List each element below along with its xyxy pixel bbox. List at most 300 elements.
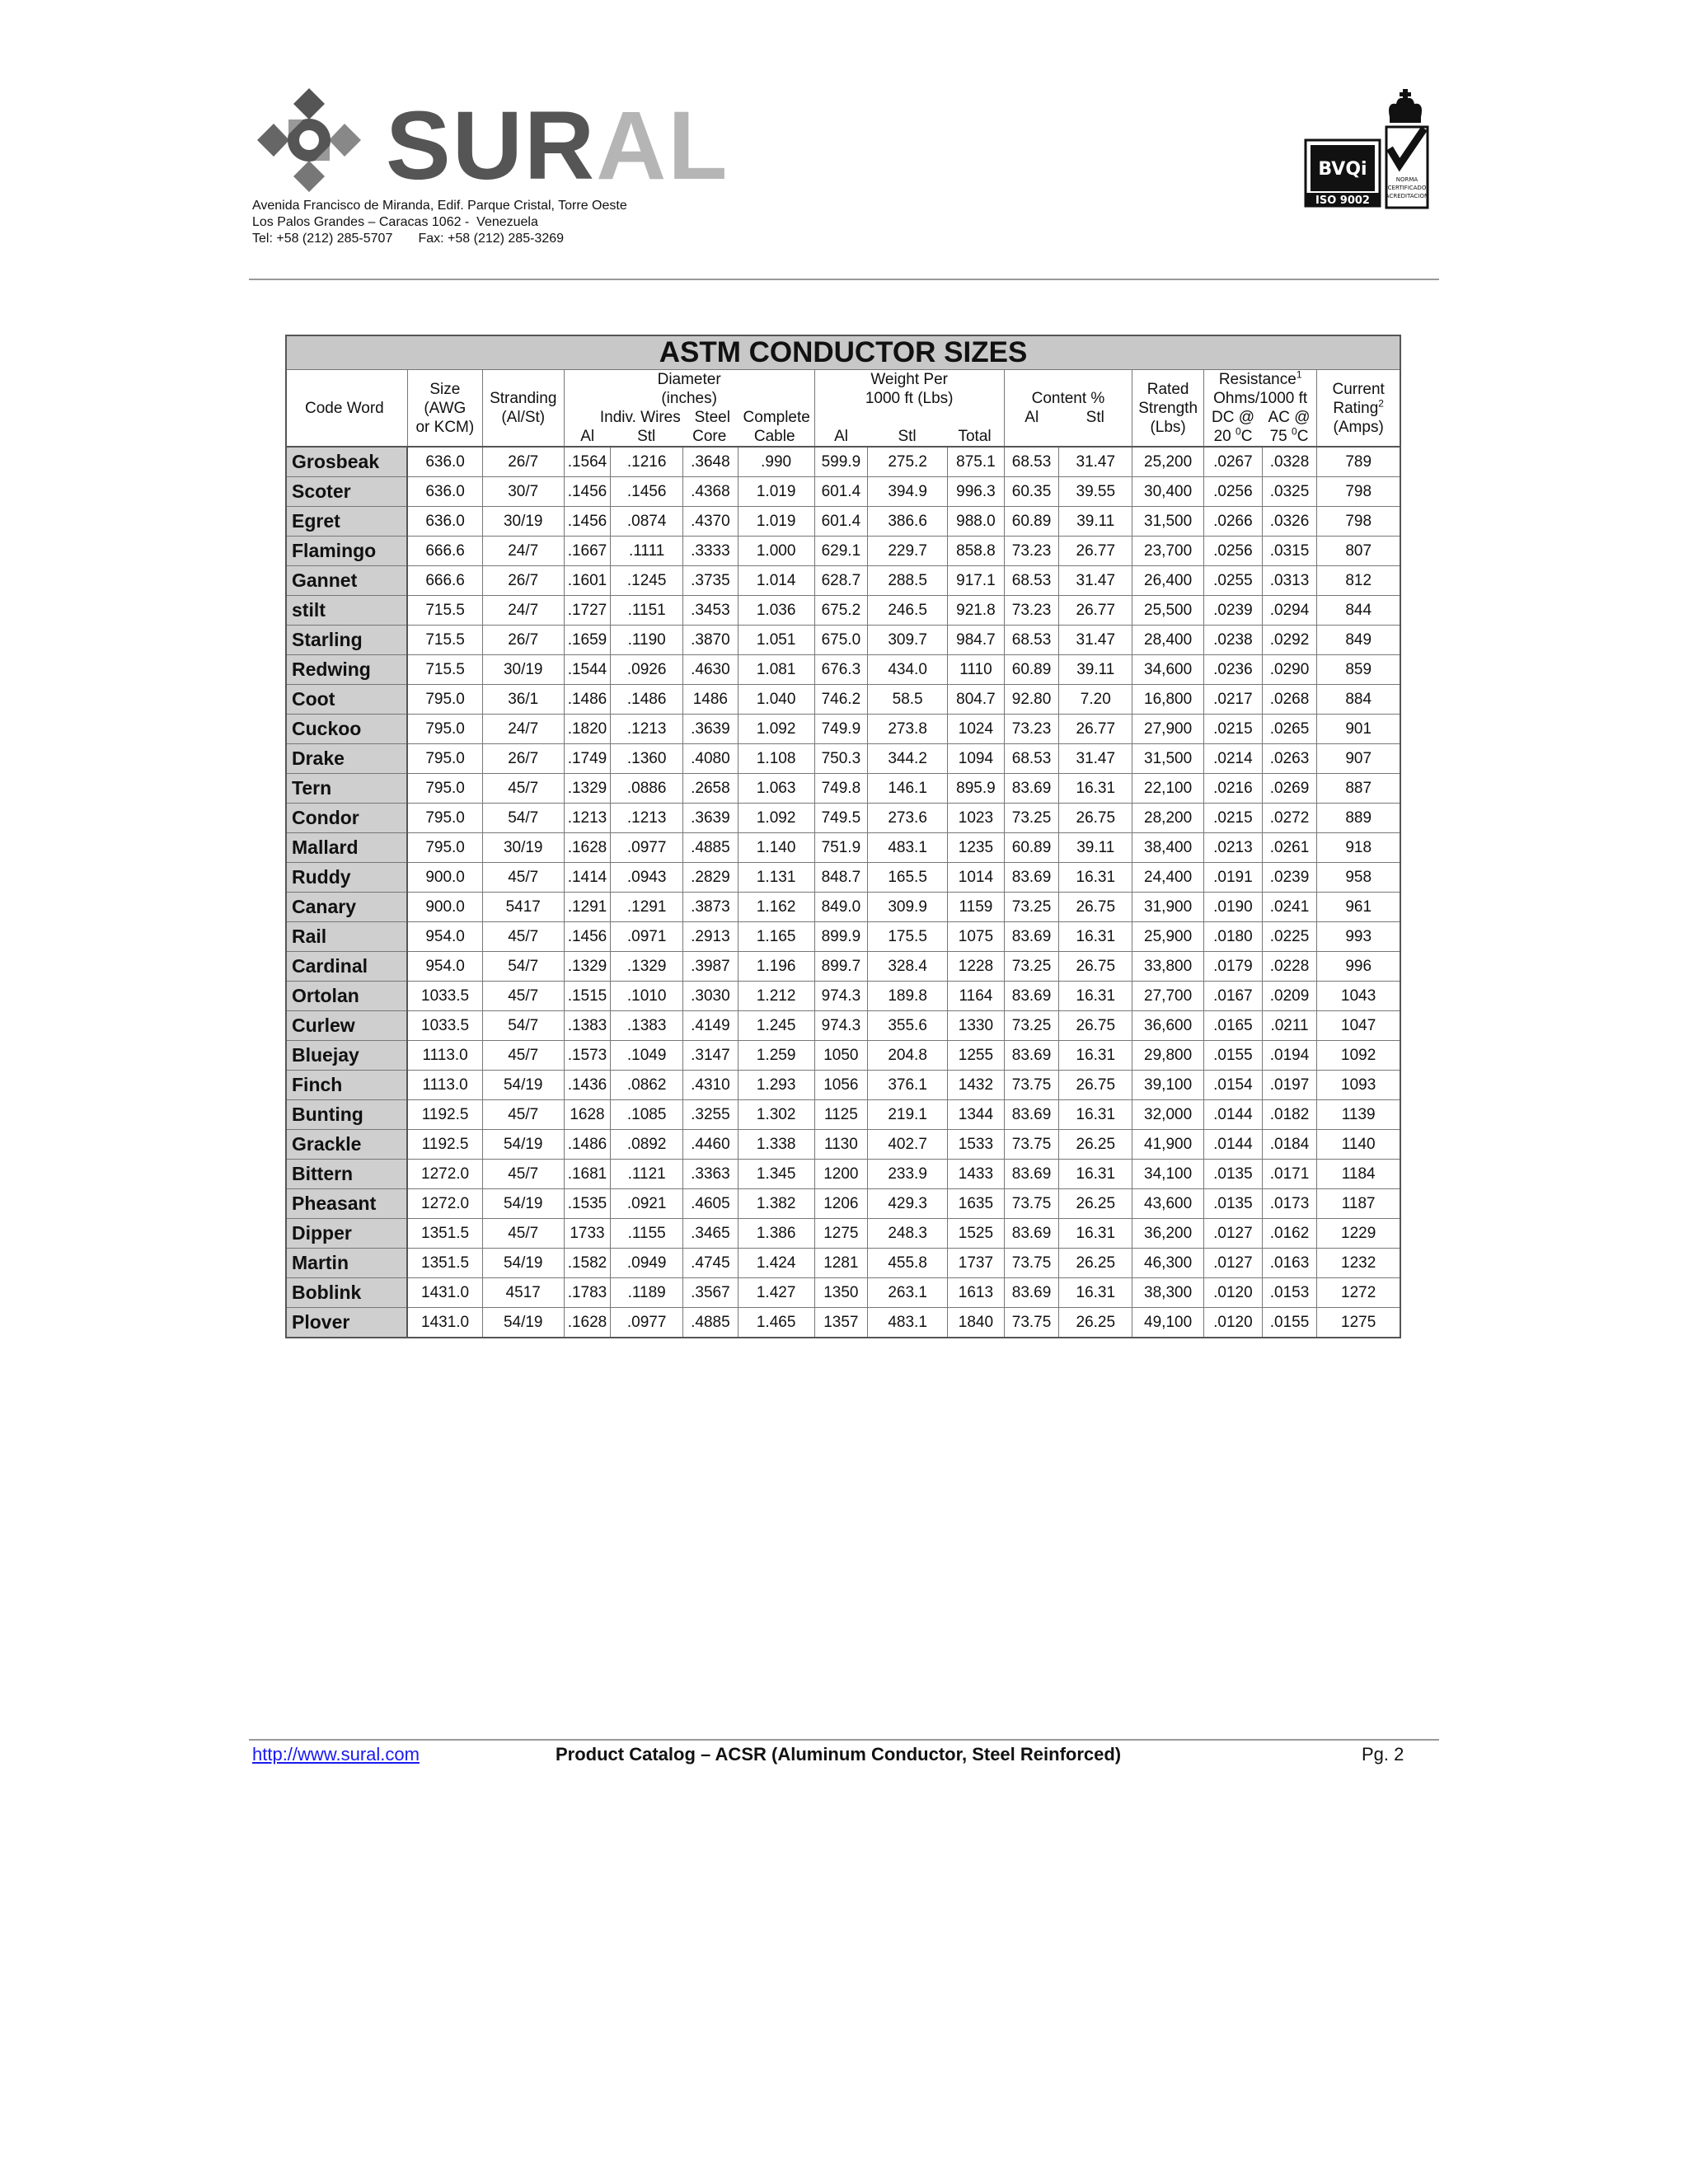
table-cell: .4630 bbox=[683, 655, 738, 685]
table-cell: .1190 bbox=[611, 626, 683, 655]
table-cell: 795.0 bbox=[407, 804, 482, 833]
table-cell: .4080 bbox=[683, 744, 738, 774]
code-word-cell: Dipper bbox=[286, 1219, 407, 1249]
table-cell: 73.23 bbox=[1004, 537, 1059, 566]
table-cell: 666.6 bbox=[407, 566, 482, 596]
table-cell: 26.25 bbox=[1059, 1308, 1132, 1338]
table-cell: 715.5 bbox=[407, 655, 482, 685]
code-word-cell: Grackle bbox=[286, 1130, 407, 1160]
table-cell: .0213 bbox=[1204, 833, 1263, 863]
table-cell: .3147 bbox=[683, 1041, 738, 1071]
table-cell: .1573 bbox=[564, 1041, 611, 1071]
table-cell: 83.69 bbox=[1004, 863, 1059, 893]
table-cell: .0135 bbox=[1204, 1160, 1263, 1189]
table-cell: .0127 bbox=[1204, 1219, 1263, 1249]
svg-text:ISO 9002: ISO 9002 bbox=[1315, 194, 1370, 207]
table-cell: .3873 bbox=[683, 893, 738, 922]
table-cell: 1.081 bbox=[738, 655, 814, 685]
table-cell: 45/7 bbox=[482, 774, 564, 804]
table-cell: 1164 bbox=[948, 982, 1005, 1011]
table-cell: .0165 bbox=[1204, 1011, 1263, 1041]
table-cell: 25,900 bbox=[1132, 922, 1204, 952]
table-cell: .1564 bbox=[564, 447, 611, 477]
table-cell: 28,200 bbox=[1132, 804, 1204, 833]
table-cell: 1433 bbox=[948, 1160, 1005, 1189]
code-word-cell: Canary bbox=[286, 893, 407, 922]
code-word-cell: Curlew bbox=[286, 1011, 407, 1041]
table-cell: 32,000 bbox=[1132, 1100, 1204, 1130]
table-cell: 804.7 bbox=[948, 685, 1005, 715]
table-cell: .2829 bbox=[683, 863, 738, 893]
table-cell: .0182 bbox=[1262, 1100, 1317, 1130]
table-cell: .1659 bbox=[564, 626, 611, 655]
code-word-cell: Condor bbox=[286, 804, 407, 833]
table-cell: 455.8 bbox=[868, 1249, 948, 1278]
table-cell: .1213 bbox=[564, 804, 611, 833]
table-cell: 54/19 bbox=[482, 1189, 564, 1219]
table-cell: 1.063 bbox=[738, 774, 814, 804]
table-cell: .0144 bbox=[1204, 1100, 1263, 1130]
table-cell: .0256 bbox=[1204, 477, 1263, 507]
table-cell: 1357 bbox=[814, 1308, 868, 1338]
table-cell: 889 bbox=[1317, 804, 1400, 833]
table-cell: 68.53 bbox=[1004, 626, 1059, 655]
table-cell: .0225 bbox=[1262, 922, 1317, 952]
table-cell: 219.1 bbox=[868, 1100, 948, 1130]
header-stranding: Stranding (Al/St) bbox=[482, 370, 564, 448]
table-cell: 1.092 bbox=[738, 715, 814, 744]
table-cell: .0163 bbox=[1262, 1249, 1317, 1278]
table-cell: 1275 bbox=[814, 1219, 868, 1249]
table-cell: 288.5 bbox=[868, 566, 948, 596]
table-cell: 26.75 bbox=[1059, 1071, 1132, 1100]
code-word-cell: Cuckoo bbox=[286, 715, 407, 744]
table-cell: 483.1 bbox=[868, 833, 948, 863]
table-cell: 675.2 bbox=[814, 596, 868, 626]
table-cell: .0874 bbox=[611, 507, 683, 537]
table-cell: 58.5 bbox=[868, 685, 948, 715]
table-row bbox=[286, 922, 1400, 952]
table-cell: 746.2 bbox=[814, 685, 868, 715]
table-cell: 988.0 bbox=[948, 507, 1005, 537]
table-cell: .4370 bbox=[683, 507, 738, 537]
table-cell: 1.140 bbox=[738, 833, 814, 863]
website-link[interactable]: http://www.sural.com bbox=[252, 1744, 420, 1765]
table-cell: 7.20 bbox=[1059, 685, 1132, 715]
table-row bbox=[286, 1219, 1400, 1249]
table-cell: 26.75 bbox=[1059, 893, 1132, 922]
table-cell: .0862 bbox=[611, 1071, 683, 1100]
table-cell: .1383 bbox=[611, 1011, 683, 1041]
table-cell: 1.245 bbox=[738, 1011, 814, 1041]
table-cell: 1056 bbox=[814, 1071, 868, 1100]
table-cell: 26.75 bbox=[1059, 804, 1132, 833]
table-cell: .0926 bbox=[611, 655, 683, 685]
table-cell: 666.6 bbox=[407, 537, 482, 566]
header-rated-strength: Rated Strength (Lbs) bbox=[1132, 370, 1204, 448]
table-cell: 1431.0 bbox=[407, 1308, 482, 1338]
table-cell: 45/7 bbox=[482, 1100, 564, 1130]
table-cell: 1050 bbox=[814, 1041, 868, 1071]
table-cell: 45/7 bbox=[482, 1160, 564, 1189]
table-cell: 38,300 bbox=[1132, 1278, 1204, 1308]
svg-text:NORMA: NORMA bbox=[1395, 176, 1418, 183]
table-cell: 1.386 bbox=[738, 1219, 814, 1249]
table-cell: 1.040 bbox=[738, 685, 814, 715]
table-cell: .0292 bbox=[1262, 626, 1317, 655]
code-word-cell: Egret bbox=[286, 507, 407, 537]
table-cell: .0241 bbox=[1262, 893, 1317, 922]
table-cell: .0173 bbox=[1262, 1189, 1317, 1219]
code-word-cell: Boblink bbox=[286, 1278, 407, 1308]
table-cell: 1140 bbox=[1317, 1130, 1400, 1160]
code-word-cell: Ortolan bbox=[286, 982, 407, 1011]
table-cell: 83.69 bbox=[1004, 1041, 1059, 1071]
table-cell: 900.0 bbox=[407, 893, 482, 922]
table-cell: 1.302 bbox=[738, 1100, 814, 1130]
code-word-cell: Coot bbox=[286, 685, 407, 715]
table-cell: .0328 bbox=[1262, 447, 1317, 477]
table-cell: .0261 bbox=[1262, 833, 1317, 863]
table-cell: 39.55 bbox=[1059, 477, 1132, 507]
table-cell: 795.0 bbox=[407, 715, 482, 744]
table-cell: .1414 bbox=[564, 863, 611, 893]
table-cell: 918 bbox=[1317, 833, 1400, 863]
table-cell: .990 bbox=[738, 447, 814, 477]
table-cell: 83.69 bbox=[1004, 1219, 1059, 1249]
table-cell: 26.75 bbox=[1059, 952, 1132, 982]
table-cell: 54/19 bbox=[482, 1308, 564, 1338]
table-cell: 26.75 bbox=[1059, 1011, 1132, 1041]
page-number: Pg. 2 bbox=[1362, 1744, 1404, 1765]
table-cell: .0977 bbox=[611, 1308, 683, 1338]
table-cell: 233.9 bbox=[868, 1160, 948, 1189]
table-cell: .4310 bbox=[683, 1071, 738, 1100]
table-cell: .1667 bbox=[564, 537, 611, 566]
table-cell: 921.8 bbox=[948, 596, 1005, 626]
table-cell: 273.6 bbox=[868, 804, 948, 833]
table-row bbox=[286, 804, 1400, 833]
table-cell: 31,500 bbox=[1132, 744, 1204, 774]
table-cell: 25,500 bbox=[1132, 596, 1204, 626]
code-word-cell: Mallard bbox=[286, 833, 407, 863]
table-cell: .1601 bbox=[564, 566, 611, 596]
table-cell: .1544 bbox=[564, 655, 611, 685]
table-cell: .0167 bbox=[1204, 982, 1263, 1011]
table-cell: 24,400 bbox=[1132, 863, 1204, 893]
table-cell: 30/19 bbox=[482, 833, 564, 863]
table-cell: 1275 bbox=[1317, 1308, 1400, 1338]
table-cell: .0154 bbox=[1204, 1071, 1263, 1100]
table-cell: 394.9 bbox=[868, 477, 948, 507]
table-cell: .0179 bbox=[1204, 952, 1263, 982]
table-cell: .1436 bbox=[564, 1071, 611, 1100]
table-cell: 25,200 bbox=[1132, 447, 1204, 477]
table-row bbox=[286, 447, 1400, 477]
table-cell: 16.31 bbox=[1059, 1219, 1132, 1249]
table-cell: .0313 bbox=[1262, 566, 1317, 596]
table-cell: 16.31 bbox=[1059, 1100, 1132, 1130]
table-cell: 36,200 bbox=[1132, 1219, 1204, 1249]
svg-text:CERTIFICADO: CERTIFICADO bbox=[1387, 185, 1427, 191]
table-cell: 16.31 bbox=[1059, 863, 1132, 893]
table-cell: 31,900 bbox=[1132, 893, 1204, 922]
table-cell: .1628 bbox=[564, 1308, 611, 1338]
table-cell: .0144 bbox=[1204, 1130, 1263, 1160]
header-code-word: Code Word bbox=[286, 370, 407, 448]
table-cell: 39.11 bbox=[1059, 507, 1132, 537]
table-cell: 60.35 bbox=[1004, 477, 1059, 507]
table-cell: 1272.0 bbox=[407, 1160, 482, 1189]
table-cell: .0215 bbox=[1204, 804, 1263, 833]
table-cell: 29,800 bbox=[1132, 1041, 1204, 1071]
table-row bbox=[286, 893, 1400, 922]
astm-conductor-table bbox=[285, 335, 1401, 1338]
table-cell: .0272 bbox=[1262, 804, 1317, 833]
table-cell: 884 bbox=[1317, 685, 1400, 715]
table-cell: .1360 bbox=[611, 744, 683, 774]
table-cell: 1192.5 bbox=[407, 1100, 482, 1130]
table-cell: .1049 bbox=[611, 1041, 683, 1071]
table-cell: 1159 bbox=[948, 893, 1005, 922]
table-cell: 1533 bbox=[948, 1130, 1005, 1160]
header-diameter: Diameter (inches) Indiv. Wires Steel Complete Al Stl Core Cable bbox=[564, 370, 814, 448]
table-cell: 715.5 bbox=[407, 596, 482, 626]
table-cell: .3453 bbox=[683, 596, 738, 626]
header-current-rating: Current Rating$^2$ (Amps) bbox=[1317, 370, 1400, 448]
table-cell: .1535 bbox=[564, 1189, 611, 1219]
table-cell: .1515 bbox=[564, 982, 611, 1011]
table-cell: 83.69 bbox=[1004, 982, 1059, 1011]
table-cell: 628.7 bbox=[814, 566, 868, 596]
table-cell: .0265 bbox=[1262, 715, 1317, 744]
table-cell: .0180 bbox=[1204, 922, 1263, 952]
table-cell: 26/7 bbox=[482, 744, 564, 774]
table-cell: .0267 bbox=[1204, 447, 1263, 477]
table-cell: 1351.5 bbox=[407, 1219, 482, 1249]
header-weight: Weight Per 1000 ft (Lbs) Al Stl Total bbox=[814, 370, 1004, 448]
table-cell: 954.0 bbox=[407, 952, 482, 982]
table-cell: 1232 bbox=[1317, 1249, 1400, 1278]
table-cell: .4149 bbox=[683, 1011, 738, 1041]
table-cell: 246.5 bbox=[868, 596, 948, 626]
table-cell: 73.75 bbox=[1004, 1249, 1059, 1278]
table-cell: 1.108 bbox=[738, 744, 814, 774]
table-cell: 16,800 bbox=[1132, 685, 1204, 715]
table-cell: .2913 bbox=[683, 922, 738, 952]
table-cell: 1.196 bbox=[738, 952, 814, 982]
table-cell: 1.019 bbox=[738, 477, 814, 507]
table-cell: .0209 bbox=[1262, 982, 1317, 1011]
table-cell: 45/7 bbox=[482, 1041, 564, 1071]
table-cell: 39,100 bbox=[1132, 1071, 1204, 1100]
table-cell: 907 bbox=[1317, 744, 1400, 774]
table-cell: .1121 bbox=[611, 1160, 683, 1189]
svg-text:BVQi: BVQi bbox=[1318, 159, 1367, 180]
table-row bbox=[286, 1100, 1400, 1130]
table-cell: 901 bbox=[1317, 715, 1400, 744]
table-cell: 1737 bbox=[948, 1249, 1005, 1278]
table-cell: .0256 bbox=[1204, 537, 1263, 566]
table-cell: 26,400 bbox=[1132, 566, 1204, 596]
table-cell: 601.4 bbox=[814, 477, 868, 507]
table-body bbox=[286, 447, 1400, 1338]
code-word-cell: Finch bbox=[286, 1071, 407, 1100]
table-cell: 31,500 bbox=[1132, 507, 1204, 537]
table-cell: 434.0 bbox=[868, 655, 948, 685]
table-row bbox=[286, 1130, 1400, 1160]
code-word-cell: Plover bbox=[286, 1308, 407, 1338]
table-cell: 1272.0 bbox=[407, 1189, 482, 1219]
table-cell: 993 bbox=[1317, 922, 1400, 952]
table-cell: .1291 bbox=[564, 893, 611, 922]
code-word-cell: Pheasant bbox=[286, 1189, 407, 1219]
table-cell: .4745 bbox=[683, 1249, 738, 1278]
table-cell: 189.8 bbox=[868, 982, 948, 1011]
table-cell: 263.1 bbox=[868, 1278, 948, 1308]
svg-text:ACREDITACION: ACREDITACION bbox=[1385, 193, 1429, 199]
table-cell: .0266 bbox=[1204, 507, 1263, 537]
table-cell: .0949 bbox=[611, 1249, 683, 1278]
table-cell: .3333 bbox=[683, 537, 738, 566]
table-cell: 26/7 bbox=[482, 626, 564, 655]
table-cell: .0325 bbox=[1262, 477, 1317, 507]
table-cell: 1.036 bbox=[738, 596, 814, 626]
table-cell: 36/1 bbox=[482, 685, 564, 715]
table-cell: 749.5 bbox=[814, 804, 868, 833]
table-cell: .1216 bbox=[611, 447, 683, 477]
table-cell: .1749 bbox=[564, 744, 611, 774]
table-cell: .1329 bbox=[564, 774, 611, 804]
table-cell: .0886 bbox=[611, 774, 683, 804]
table-cell: .0155 bbox=[1262, 1308, 1317, 1338]
table-cell: 483.1 bbox=[868, 1308, 948, 1338]
table-cell: 27,700 bbox=[1132, 982, 1204, 1011]
table-cell: .1456 bbox=[564, 477, 611, 507]
table-cell: 1200 bbox=[814, 1160, 868, 1189]
table-cell: 751.9 bbox=[814, 833, 868, 863]
table-cell: 28,400 bbox=[1132, 626, 1204, 655]
table-cell: 429.3 bbox=[868, 1189, 948, 1219]
table-cell: .1681 bbox=[564, 1160, 611, 1189]
table-header-row bbox=[286, 370, 1400, 448]
table-cell: 1.162 bbox=[738, 893, 814, 922]
table-cell: .0290 bbox=[1262, 655, 1317, 685]
table-cell: 1330 bbox=[948, 1011, 1005, 1041]
table-cell: 30,400 bbox=[1132, 477, 1204, 507]
table-cell: 636.0 bbox=[407, 477, 482, 507]
table-cell: .3363 bbox=[683, 1160, 738, 1189]
table-cell: 1125 bbox=[814, 1100, 868, 1130]
table-cell: 676.3 bbox=[814, 655, 868, 685]
table-cell: 1613 bbox=[948, 1278, 1005, 1308]
table-cell: .1486 bbox=[564, 1130, 611, 1160]
table-cell: 34,100 bbox=[1132, 1160, 1204, 1189]
table-cell: 73.25 bbox=[1004, 1011, 1059, 1041]
table-cell: .3465 bbox=[683, 1219, 738, 1249]
footer-divider bbox=[249, 1739, 1439, 1741]
table-cell: .3870 bbox=[683, 626, 738, 655]
table-cell: 1093 bbox=[1317, 1071, 1400, 1100]
table-cell: .0892 bbox=[611, 1130, 683, 1160]
table-cell: 848.7 bbox=[814, 863, 868, 893]
table-row bbox=[286, 1071, 1400, 1100]
table-cell: 1840 bbox=[948, 1308, 1005, 1338]
company-address bbox=[252, 198, 627, 247]
table-cell: 1.051 bbox=[738, 626, 814, 655]
table-cell: 887 bbox=[1317, 774, 1400, 804]
table-cell: .0977 bbox=[611, 833, 683, 863]
code-word-cell: Tern bbox=[286, 774, 407, 804]
table-cell: 229.7 bbox=[868, 537, 948, 566]
table-cell: 1525 bbox=[948, 1219, 1005, 1249]
table-cell: 68.53 bbox=[1004, 447, 1059, 477]
table-cell: .0216 bbox=[1204, 774, 1263, 804]
table-cell: 1628 bbox=[564, 1100, 611, 1130]
table-cell: 73.23 bbox=[1004, 596, 1059, 626]
table-cell: .3567 bbox=[683, 1278, 738, 1308]
table-cell: 1635 bbox=[948, 1189, 1005, 1219]
table-cell: 309.7 bbox=[868, 626, 948, 655]
table-cell: .0191 bbox=[1204, 863, 1263, 893]
table-cell: .0120 bbox=[1204, 1278, 1263, 1308]
header-size: Size (AWG or KCM) bbox=[407, 370, 482, 448]
table-cell: 1092 bbox=[1317, 1041, 1400, 1071]
table-cell: .0255 bbox=[1204, 566, 1263, 596]
table-cell: 1043 bbox=[1317, 982, 1400, 1011]
table-cell: 1094 bbox=[948, 744, 1005, 774]
table-cell: 54/19 bbox=[482, 1071, 564, 1100]
table-row bbox=[286, 477, 1400, 507]
table-cell: .0155 bbox=[1204, 1041, 1263, 1071]
table-cell: 807 bbox=[1317, 537, 1400, 566]
table-row bbox=[286, 1041, 1400, 1071]
table-cell: 83.69 bbox=[1004, 1160, 1059, 1189]
table-cell: 73.75 bbox=[1004, 1071, 1059, 1100]
table-cell: .4460 bbox=[683, 1130, 738, 1160]
table-cell: .0239 bbox=[1204, 596, 1263, 626]
table-row bbox=[286, 1278, 1400, 1308]
table-cell: .1085 bbox=[611, 1100, 683, 1130]
table-cell: 1.000 bbox=[738, 537, 814, 566]
table-cell: 1431.0 bbox=[407, 1278, 482, 1308]
table-cell: 376.1 bbox=[868, 1071, 948, 1100]
table-cell: 26.77 bbox=[1059, 715, 1132, 744]
table-cell: 1184 bbox=[1317, 1160, 1400, 1189]
table-cell: 1.259 bbox=[738, 1041, 814, 1071]
table-cell: 24/7 bbox=[482, 715, 564, 744]
table-cell: 750.3 bbox=[814, 744, 868, 774]
table-cell: 1351.5 bbox=[407, 1249, 482, 1278]
code-word-cell: Cardinal bbox=[286, 952, 407, 982]
table-cell: 1432 bbox=[948, 1071, 1005, 1100]
table-row bbox=[286, 596, 1400, 626]
table-cell: 36,600 bbox=[1132, 1011, 1204, 1041]
table-cell: 16.31 bbox=[1059, 982, 1132, 1011]
table-cell: .4368 bbox=[683, 477, 738, 507]
table-cell: .0184 bbox=[1262, 1130, 1317, 1160]
table-cell: 43,600 bbox=[1132, 1189, 1204, 1219]
table-cell: 16.31 bbox=[1059, 1160, 1132, 1189]
table-cell: 54/19 bbox=[482, 1249, 564, 1278]
table-row bbox=[286, 1308, 1400, 1338]
table-cell: .1213 bbox=[611, 715, 683, 744]
table-cell: 875.1 bbox=[948, 447, 1005, 477]
table-cell: 175.5 bbox=[868, 922, 948, 952]
code-word-cell: Redwing bbox=[286, 655, 407, 685]
table-cell: 1272 bbox=[1317, 1278, 1400, 1308]
table-cell: 4517 bbox=[482, 1278, 564, 1308]
